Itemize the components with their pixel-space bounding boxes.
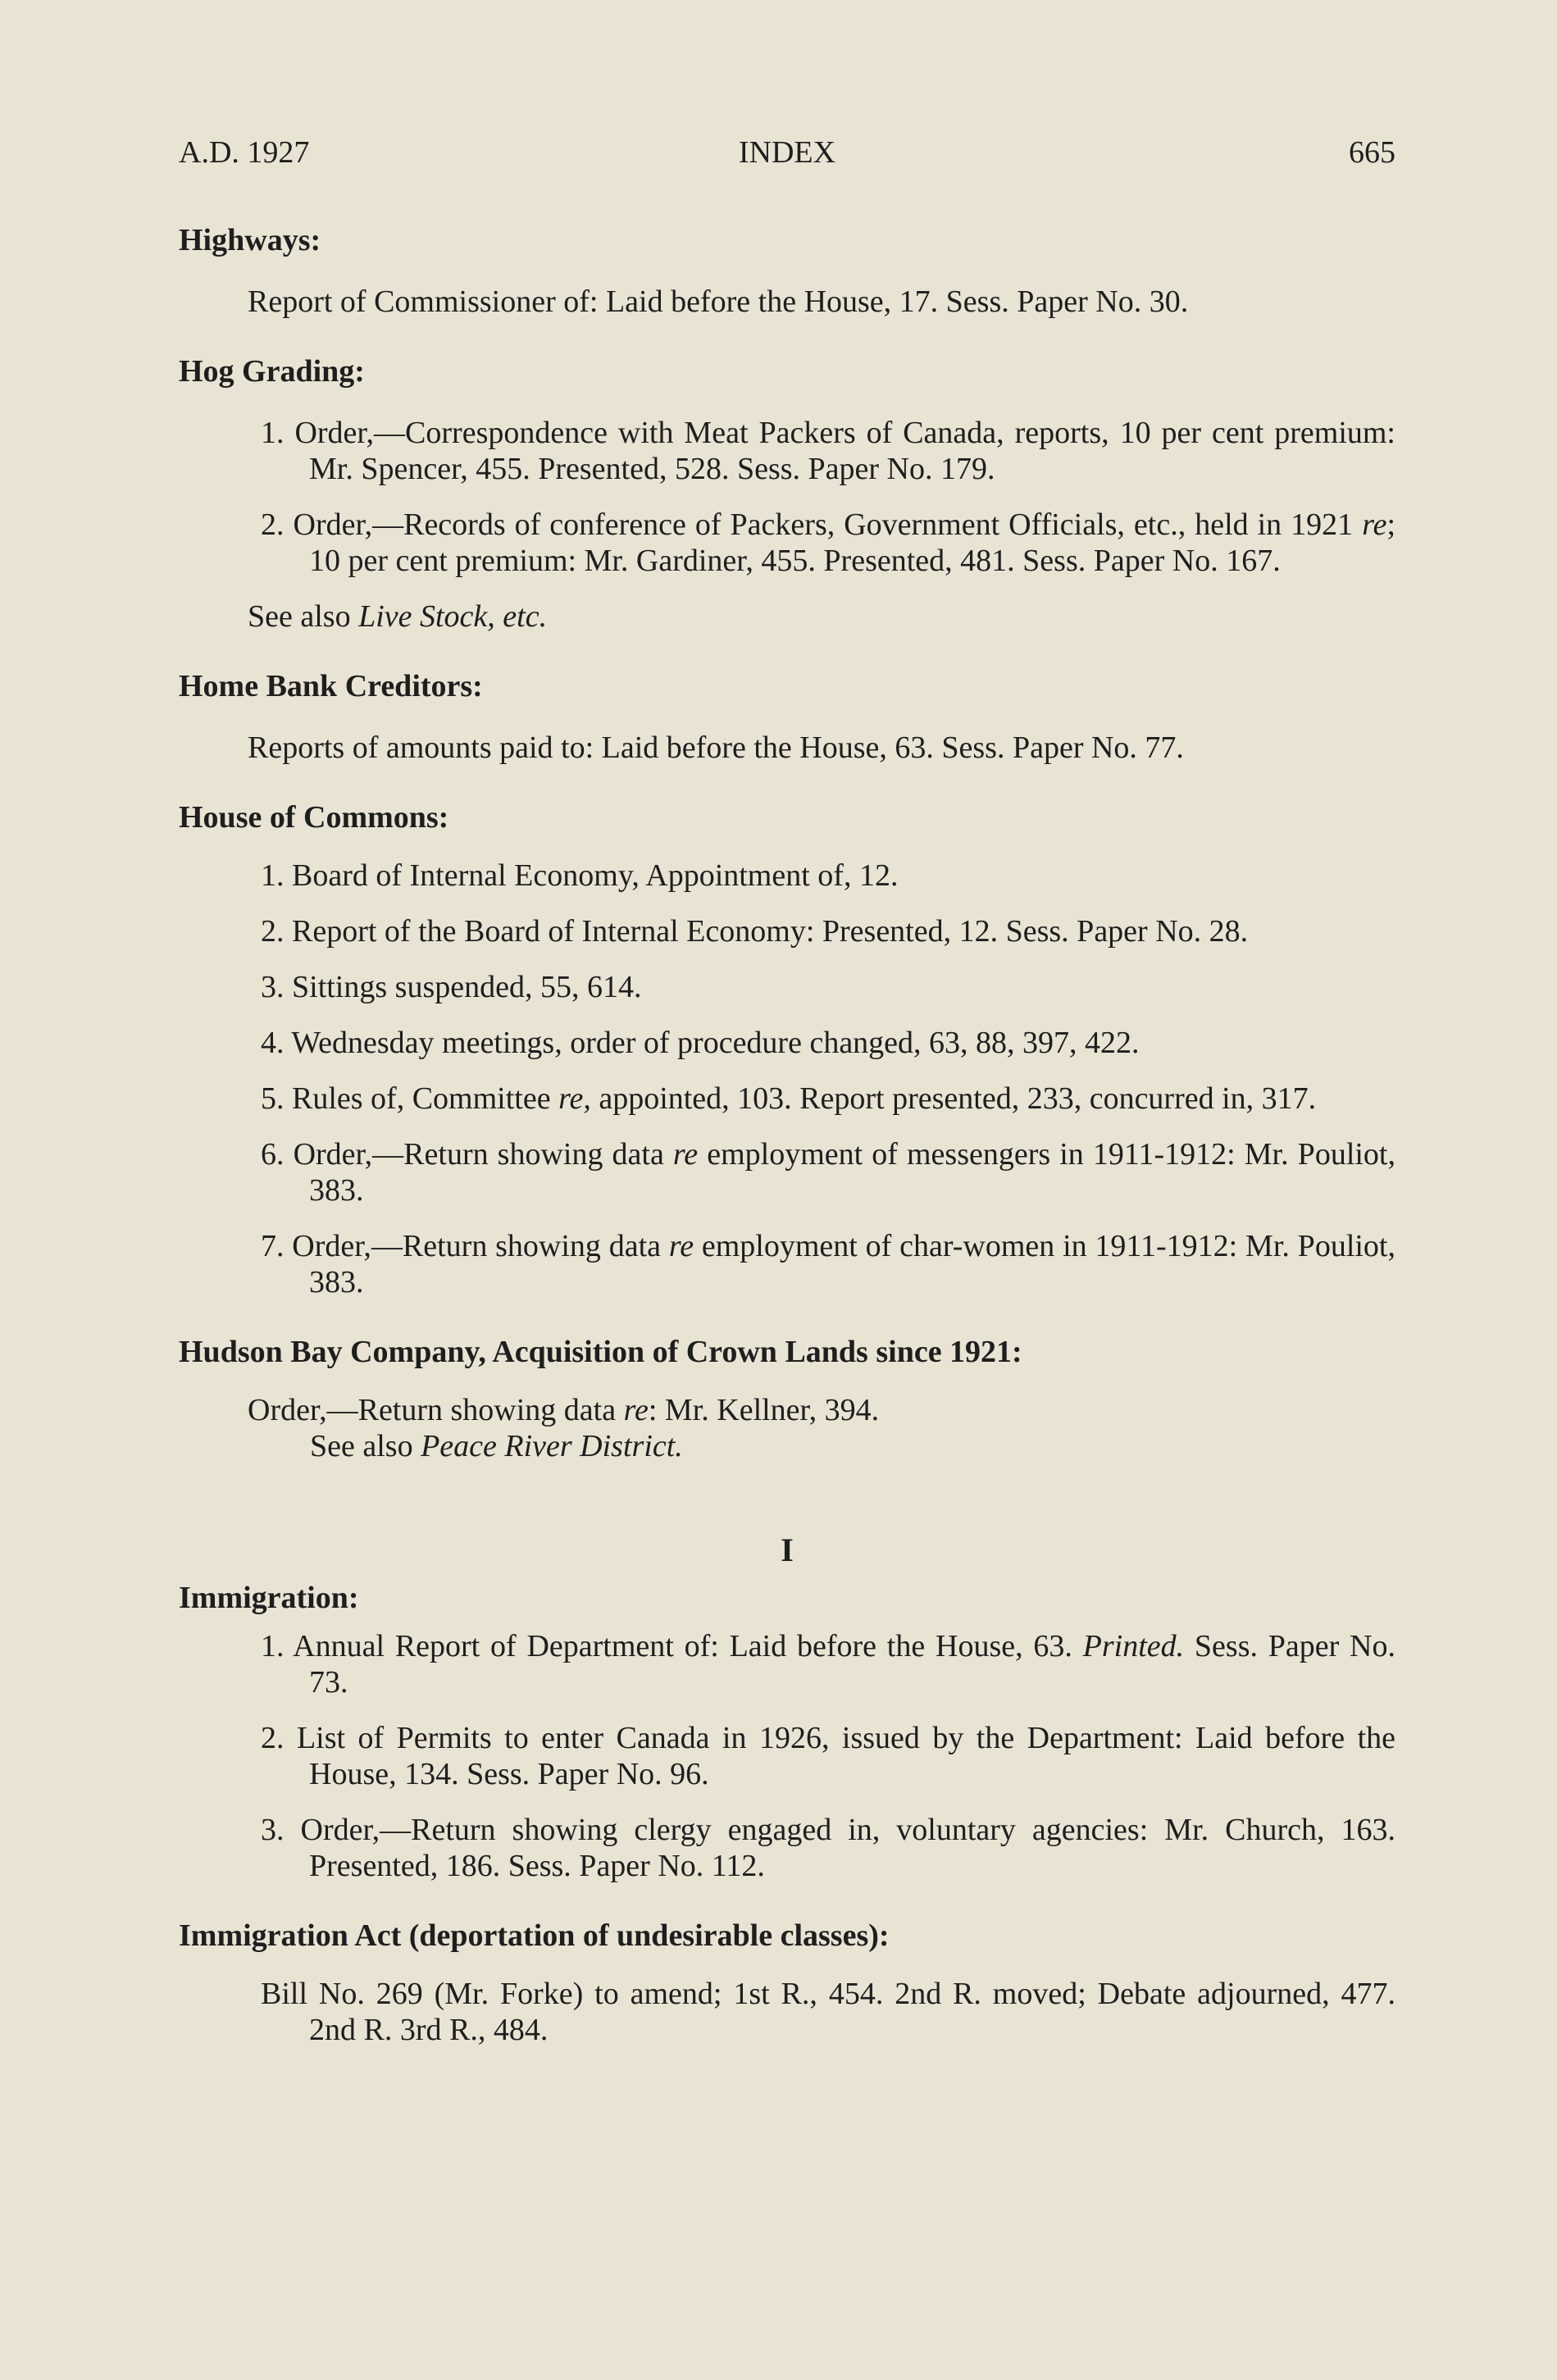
index-entry: 1. Board of Internal Economy, Appointment of, 12.: [261, 858, 899, 893]
index-entry: Order,—Return showing data re: Mr. Kellner, 394.: [248, 1393, 880, 1427]
section-heading: Immigration Act (deportation of undesirable classes):: [179, 1918, 890, 1953]
see-also: See also Peace River District.: [310, 1429, 683, 1463]
index-entry: 3. Order,—Return showing clergy engaged in, voluntary agencies: Mr. Church, 163. Presented, 186. Sess. Paper No. 112.: [261, 1813, 1395, 1883]
index-entry: 7. Order,—Return showing data re employment of char-women in 1911-1912: Mr. Pouliot, 383.: [261, 1229, 1395, 1299]
section-heading: House of Commons:: [179, 800, 449, 835]
index-entry: 3. Sittings suspended, 55, 614.: [261, 970, 642, 1004]
index-section-immigration-act: [179, 1917, 1395, 2048]
index-entry: Reports of amounts paid to: Laid before the House, 63. Sess. Paper No. 77.: [248, 730, 1184, 765]
section-heading: Home Bank Creditors:: [179, 669, 483, 703]
index-entry: 6. Order,—Return showing data re employment of messengers in 1911-1912: Mr. Pouliot, 383.: [261, 1137, 1395, 1208]
index-entry: 2. Report of the Board of Internal Economy: Presented, 12. Sess. Paper No. 28.: [261, 914, 1249, 949]
section-heading: Hudson Bay Company, Acquisition of Crown Lands since 1921:: [179, 1335, 1022, 1369]
header-year: A.D. 1927: [179, 135, 310, 170]
section-heading: Immigration:: [179, 1581, 359, 1615]
index-section-home-bank-creditors: [179, 667, 1395, 766]
see-also: See also Live Stock, etc.: [248, 599, 548, 634]
letter-divider: I: [781, 1531, 794, 1568]
index-section-hudson-bay-company: [179, 1333, 1395, 1464]
header-title: INDEX: [738, 135, 836, 170]
section-heading: Highways:: [179, 223, 321, 257]
index-section-hog-grading: [179, 353, 1395, 635]
index-entry: 2. Order,—Records of conference of Packers, Government Officials, etc., held in 1921 re; 10 per cent premium: Mr. Gardiner, 455. Presented, 481. Sess. Paper No. 167.: [261, 507, 1395, 578]
page-header: [179, 134, 1395, 174]
index-content: [179, 221, 1395, 2048]
index-section-immigration: [179, 1579, 1395, 1884]
index-entry: 2. List of Permits to enter Canada in 1926, issued by the Department: Laid before the House, 134. Sess. Paper No. 96.: [261, 1721, 1395, 1791]
index-section-highways: [179, 221, 1395, 320]
index-entry: 5. Rules of, Committee re, appointed, 103. Report presented, 233, concurred in, 317.: [261, 1081, 1317, 1116]
index-entry: Report of Commissioner of: Laid before the House, 17. Sess. Paper No. 30.: [248, 284, 1189, 319]
index-section-house-of-commons: [179, 799, 1395, 1300]
section-heading: Hog Grading:: [179, 354, 365, 389]
index-entry: 4. Wednesday meetings, order of procedure changed, 63, 88, 397, 422.: [261, 1026, 1140, 1060]
page-number: 665: [1349, 135, 1395, 170]
index-entry: 1. Order,—Correspondence with Meat Packers of Canada, reports, 10 per cent premium: Mr. Spencer, 455. Presented, 528. Sess. Paper No. 179.: [261, 416, 1395, 486]
index-entry: Bill No. 269 (Mr. Forke) to amend; 1st R., 454. 2nd R. moved; Debate adjourned, 477. 2nd R. 3rd R., 484.: [261, 1977, 1395, 2047]
index-entry: 1. Annual Report of Department of: Laid before the House, 63. Printed. Sess. Paper No. 73.: [261, 1629, 1396, 1700]
